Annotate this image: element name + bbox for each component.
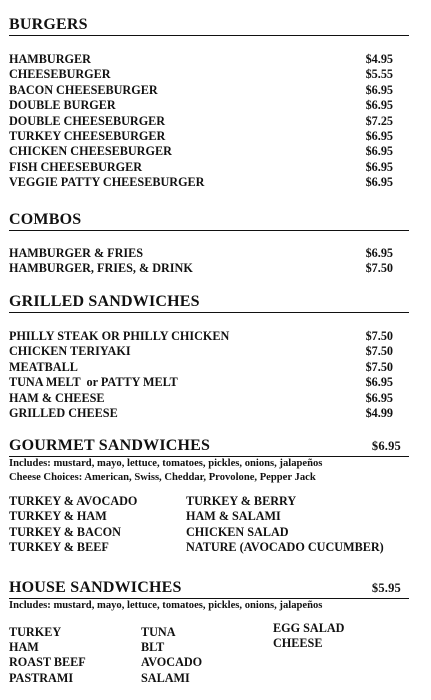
list-item: AVOCADO <box>141 655 203 670</box>
list-item: NATURE (AVOCADO CUCUMBER) <box>186 540 384 555</box>
grilled-heading <box>9 292 409 313</box>
item-price: $5.55 <box>365 67 393 82</box>
combos-title: COMBOS <box>9 211 82 228</box>
menu-item: DOUBLE CHEESEBURGER $7.25 <box>9 113 393 128</box>
item-price: $6.95 <box>365 175 393 190</box>
item-price: $6.95 <box>365 375 393 390</box>
gourmet-heading <box>9 436 409 457</box>
menu-item: HAMBURGER $4.95 <box>9 52 393 66</box>
combos-section <box>9 210 409 277</box>
burgers-heading <box>9 15 409 36</box>
item-price: $7.50 <box>365 329 393 343</box>
burgers-list <box>9 52 409 191</box>
list-item: TURKEY & BERRY <box>186 494 297 508</box>
gourmet-col-right <box>186 494 384 556</box>
house-grid <box>9 620 409 689</box>
house-col-1 <box>9 625 86 687</box>
house-col-2 <box>141 625 202 687</box>
menu-item: BACON CHEESEBURGER $6.95 <box>9 82 393 97</box>
gourmet-grid <box>9 494 409 558</box>
menu-item: MEATBALL $7.50 <box>9 359 393 374</box>
menu-item: CHEESEBURGER $5.55 <box>9 67 393 82</box>
grilled-list <box>9 329 409 421</box>
list-item: ROAST BEEF <box>9 655 86 670</box>
burgers-section <box>9 15 409 191</box>
list-item: TURKEY & BACON <box>9 524 121 539</box>
menu-item: FISH CHEESEBURGER $6.95 <box>9 159 393 174</box>
gourmet-cheese-choices: Cheese Choices: American, Swiss, Cheddar, Provolone, Pepper Jack <box>9 471 316 483</box>
item-price: $6.95 <box>365 246 393 260</box>
list-item: TURKEY <box>9 624 62 639</box>
list-item: CHEESE <box>273 635 323 650</box>
combos-list <box>9 246 409 277</box>
list-item: HAM <box>9 639 39 654</box>
menu-item: HAM & CHEESE $6.95 <box>9 390 393 405</box>
menu-item: TURKEY CHEESEBURGER $6.95 <box>9 128 393 143</box>
item-price: $7.50 <box>365 359 393 374</box>
combos-heading <box>9 210 409 231</box>
grilled-section <box>9 292 409 421</box>
list-item: CHICKEN SALAD <box>186 524 289 539</box>
item-price: $4.99 <box>365 405 393 420</box>
item-price: $6.95 <box>365 82 393 97</box>
house-includes: Includes: mustard, mayo, lettuce, tomatoes, pickles, onions, jalapeños <box>9 600 323 611</box>
item-price: $7.50 <box>365 261 393 276</box>
house-price: $5.95 <box>371 581 401 595</box>
house-section <box>9 578 409 689</box>
item-price: $6.95 <box>365 144 393 159</box>
list-item: PASTRAMI <box>9 670 74 685</box>
gourmet-title: GOURMET SANDWICHES <box>9 437 211 454</box>
list-item: TUNA <box>141 624 176 639</box>
burgers-title: BURGERS <box>9 16 88 33</box>
menu-item: TUNA MELT or PATTY MELT $6.95 <box>9 375 393 390</box>
item-price: $6.95 <box>365 390 393 405</box>
list-item: BLT <box>141 639 165 654</box>
menu-item: GRILLED CHEESE $4.99 <box>9 405 393 420</box>
gourmet-section <box>9 436 409 558</box>
list-item: TURKEY & BEEF <box>9 540 109 555</box>
gourmet-price: $6.95 <box>371 439 401 453</box>
grilled-title: GRILLED SANDWICHES <box>9 293 200 310</box>
house-heading <box>9 578 409 599</box>
menu-item: HAMBURGER & FRIES $6.95 <box>9 246 393 260</box>
gourmet-col-left <box>9 494 137 556</box>
house-title: HOUSE SANDWICHES <box>9 579 182 596</box>
gourmet-includes: Includes: mustard, mayo, lettuce, tomatoes, pickles, onions, jalapeños <box>9 458 323 469</box>
menu-item: DOUBLE BURGER $6.95 <box>9 98 393 113</box>
menu-item: HAMBURGER, FRIES, & DRINK $7.50 <box>9 261 393 276</box>
house-col-3 <box>273 621 344 652</box>
list-item: TURKEY & HAM <box>9 509 107 524</box>
menu-item: VEGGIE PATTY CHEESEBURGER $6.95 <box>9 175 393 190</box>
item-price: $6.95 <box>365 98 393 113</box>
list-item: TURKEY & AVOCADO <box>9 494 138 508</box>
item-price: $6.95 <box>365 159 393 174</box>
list-item: EGG SALAD <box>273 620 345 635</box>
menu-item: PHILLY STEAK OR PHILLY CHICKEN $7.50 <box>9 329 393 343</box>
menu-item: CHICKEN CHEESEBURGER $6.95 <box>9 144 393 159</box>
item-price: $4.95 <box>365 52 393 66</box>
menu-item: CHICKEN TERIYAKI $7.50 <box>9 344 393 359</box>
item-price: $7.25 <box>365 113 393 128</box>
item-price: $7.50 <box>365 344 393 359</box>
list-item: SALAMI <box>141 670 190 685</box>
item-price: $6.95 <box>365 128 393 143</box>
list-item: HAM & SALAMI <box>186 509 281 524</box>
